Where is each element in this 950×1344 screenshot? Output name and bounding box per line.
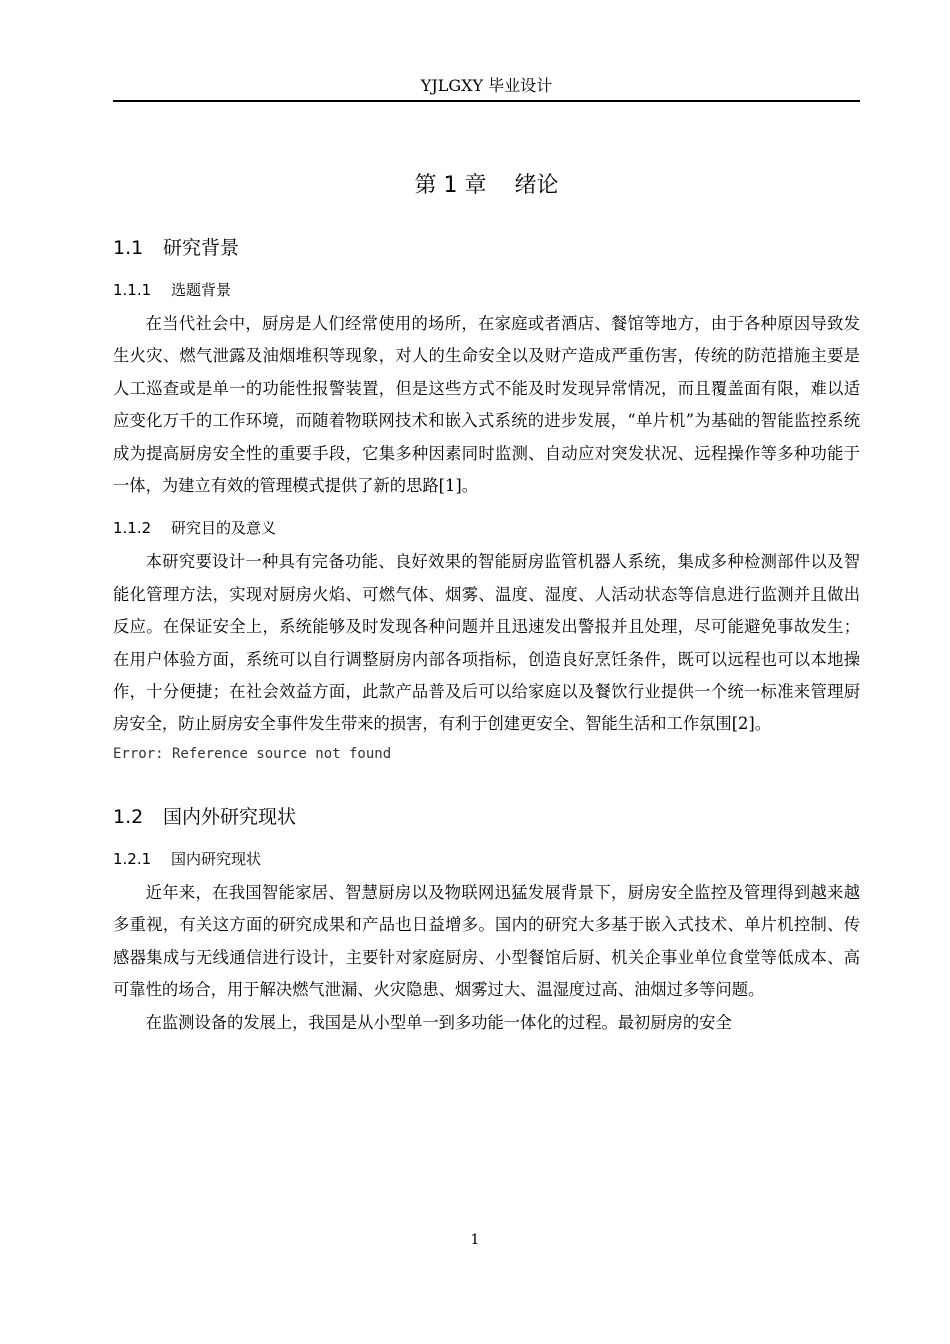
paragraph: 在当代社会中，厨房是人们经常使用的场所，在家庭或者酒店、餐馆等地方，由于各种原因导致发生火灾、燃气泄露及油烟堆积等现象，对人的生命安全以及财产造成严重伤害，传统的防范措施主要是人工巡查或是单一的功能性报警装置，但是这些方式不能及时发现异常情况，而且覆盖面有限，难以适应变化万千的工作环境，而随着物联网技术和嵌入式系统的进步发展，“单片机”为基础的智能监控系统成为提高厨房安全性的重要手段，它集多种因素同时监测、自动应对突发状况、远程操作等多种功能于一体，为建立有效的管理模式提供了新的思路[1]。	[113, 314, 860, 496]
page-header: YJLGXY 毕业设计	[113, 74, 860, 102]
chapter-number: 第 1 章	[414, 173, 487, 198]
chapter-title	[113, 170, 860, 202]
reference-error-text: Error: Reference source not found	[113, 745, 392, 762]
section-heading-1-1: 1.1 研究背景	[113, 237, 240, 259]
subsection-heading-1-1-2: 1.1.2 研究目的及意义	[113, 519, 277, 538]
subsection-heading-1-2-1: 1.2.1 国内研究现状	[113, 849, 262, 868]
page-number: 1	[470, 1232, 480, 1248]
paragraph: 在监测设备的发展上，我国是从小型单一到多功能一体化的过程。最初厨房的安全	[145, 1012, 732, 1032]
paragraph: 近年来，在我国智能家居、智慧厨房以及物联网迅猛发展背景下，厨房安全监控及管理得到越来越多重视，有关这方面的研究成果和产品也日益增多。国内的研究大多基于嵌入式技术、单片机控制、传感器集成与无线通信进行设计，主要针对家庭厨房、小型餐馆后厨、机关企事业单位食堂等低成本、高可靠性的场合，用于解决燃气泄漏、火灾隐患、烟雾过大、温湿度过高、油烟过多等问题。	[113, 882, 860, 1000]
chapter-name: 绪论	[514, 173, 559, 198]
section-heading-1-2: 1.2 国内外研究现状	[113, 805, 297, 828]
paragraph: 本研究要设计一种具有完备功能、良好效果的智能厨房监管机器人系统，集成多种检测部件以及智能化管理方法，实现对厨房火焰、可燃气体、烟雾、温度、湿度、人活动状态等信息进行监测并且做出反应。在保证安全上，系统能够及时发现各种问题并且迅速发出警报并且处理，尽可能避免事故发生；在用户体验方面，系统可以自行调整厨房内部各项指标，创造良好烹饪条件，既可以远程也可以本地操作，十分便捷；在社会效益方面，此款产品普及后可以给家庭以及餐饮行业提供一个统一标准来管理厨房安全，防止厨房安全事件发生带来的损害，有利于创建更安全、智能生活和工作氛围[2]。	[113, 552, 860, 734]
subsection-heading-1-1-1: 1.1.1 选题背景	[113, 281, 232, 299]
document-body	[113, 170, 860, 1039]
